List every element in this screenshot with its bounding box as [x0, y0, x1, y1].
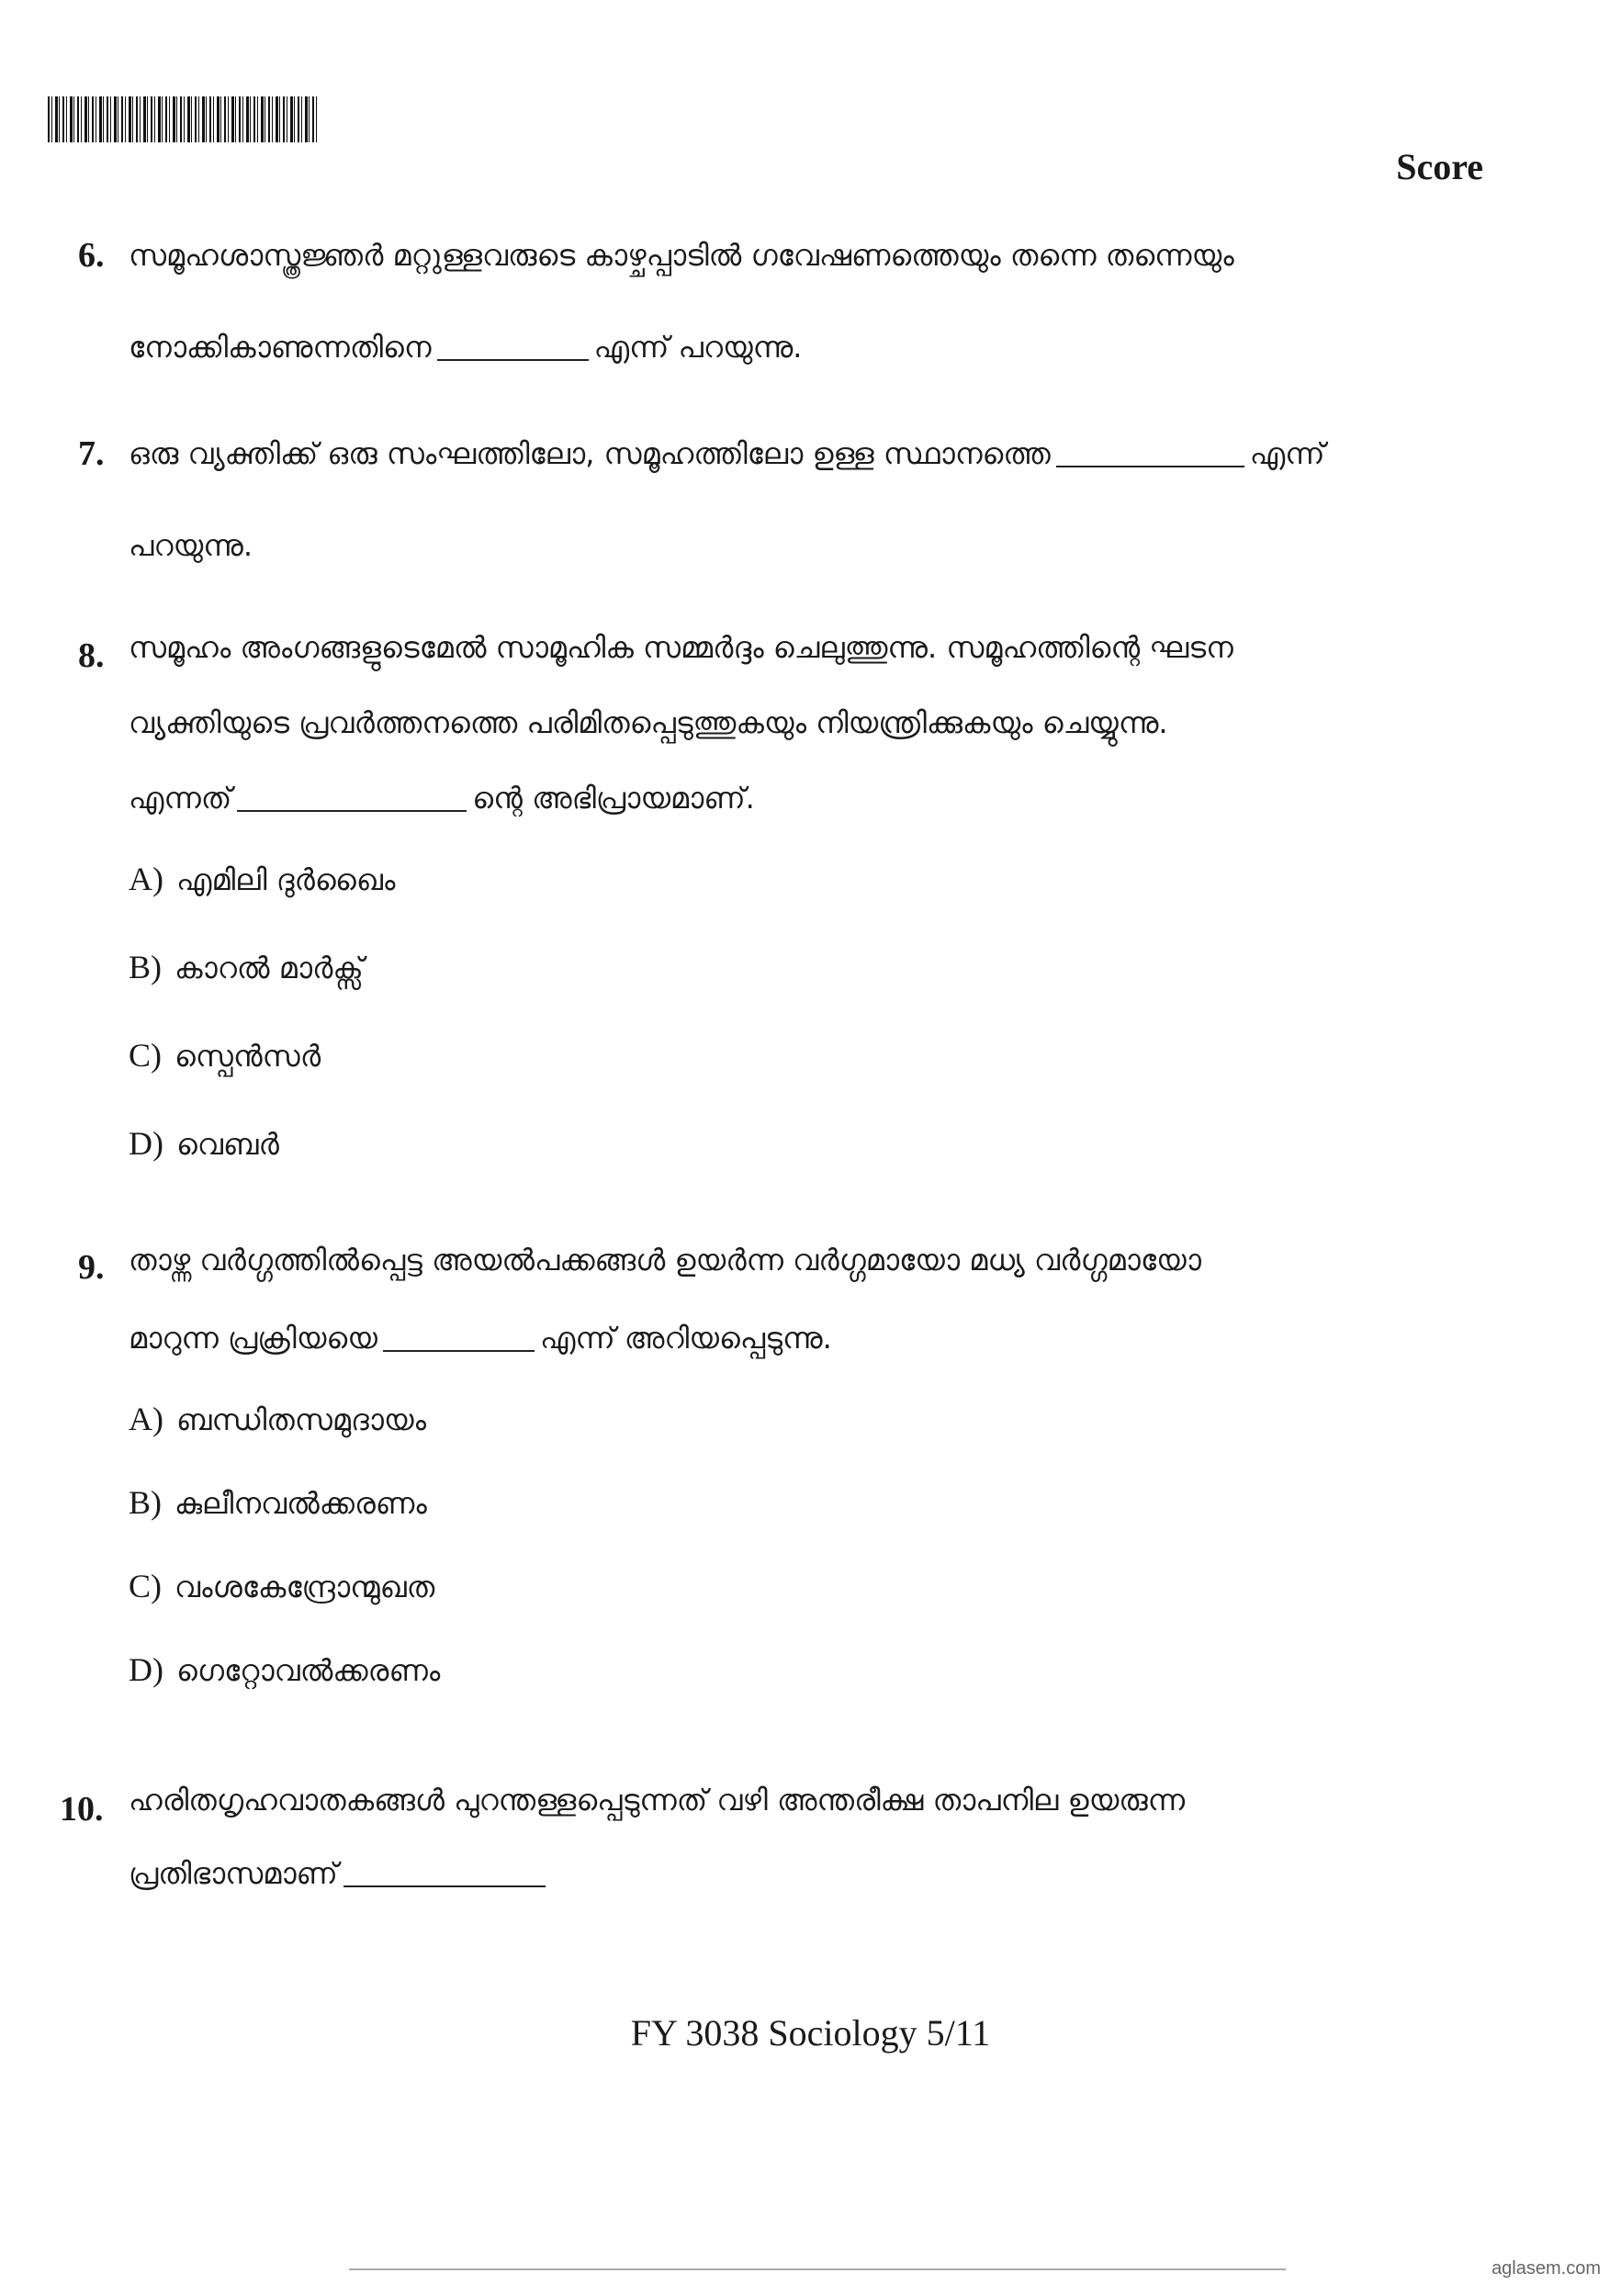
question-9 [78, 1221, 1428, 1712]
question-text-line: നോക്കികാണുന്നതിനെ എന്ന് പറയുന്നു. [129, 330, 803, 365]
option-c: C) വംശകേന്ദ്രോന്മുഖത [129, 1568, 435, 1604]
question-number: 7. [78, 434, 105, 473]
answer-blank [437, 337, 589, 361]
watermark: aglasem.com [1492, 2258, 1601, 2279]
question-7 [78, 408, 1428, 591]
question-number: 10. [60, 1790, 104, 1829]
question-text-line: പറയുന്നു. [129, 528, 253, 563]
question-text-line: എന്നത് ന്റെ അഭിപ്രായമാണ്. [129, 781, 755, 816]
option-d: D) വെബർ [129, 1125, 279, 1162]
question-text-line: സമൂഹശാസ്ത്രജ്ഞർ മറ്റുള്ളവരുടെ കാഴ്ചപ്പാടിൽ ഗവേഷണത്തെയും തന്നെ തന്നെയും [129, 238, 1234, 273]
score-label: Score [1396, 146, 1483, 187]
question-text-line: വ്യക്തിയുടെ പ്രവർത്തനത്തെ പരിമിതപ്പെടുത്തുകയും നിയന്ത്രിക്കുകയും ചെയ്യുന്നു. [129, 705, 1168, 740]
answer-blank [343, 1863, 546, 1887]
question-number: 9. [78, 1248, 105, 1287]
question-text-line: ഹരിതഗൃഹവാതകങ്ങൾ പുറന്തള്ളപ്പെടുന്നത് വഴി അന്തരീക്ഷ താപനില ഉയരുന്ന [129, 1783, 1186, 1818]
option-b: B) കാറൽ മാർക്സ് [129, 949, 364, 985]
option-b: B) കുലീനവൽക്കരണം [129, 1484, 427, 1521]
page-footer: FY 3038 Sociology 5/11 [630, 2012, 991, 2054]
question-text-line: പ്രതിഭാസമാണ് [78, 1837, 1428, 1910]
option-a: A) ബന്ധിതസമുദായം [129, 1401, 427, 1437]
question-10 [60, 1763, 1428, 1910]
question-text-line: ഒരു വ്യക്തിക്ക് ഒരു സംഘത്തിലോ, സമൂഹത്തിലോ ഉള്ള സ്ഥാനത്തെ എന്ന് [129, 436, 1325, 471]
question-text-line: സമൂഹം അംഗങ്ങളുടെമേൽ സാമൂഹിക സമ്മർദ്ദം ചെലുത്തുന്നു. സമൂഹത്തിന്റെ ഘടന [129, 630, 1233, 665]
barcode [48, 96, 319, 142]
bottom-divider [349, 2268, 1286, 2270]
answer-blank [237, 788, 467, 812]
question-text-line: താഴ്ന്ന വർഗ്ഗത്തിൽപ്പെട്ട അയൽപക്കങ്ങൾ ഉയർന്ന വർഗ്ഗമായോ മധ്യ വർഗ്ഗമായോ [129, 1243, 1201, 1277]
answer-blank [1056, 444, 1244, 467]
option-c: C) സ്പെൻസർ [129, 1037, 321, 1074]
question-number: 6. [78, 236, 105, 275]
question-text-line: മാറുന്ന പ്രക്രിയയെ എന്ന് അറിയപ്പെടുന്നു. [129, 1321, 832, 1356]
question-8 [78, 610, 1428, 1188]
option-a: A) എമിലി ദുർഖൈം [129, 861, 396, 897]
option-d: D) ഗെറ്റോവൽക്കരണം [129, 1651, 441, 1688]
question-6 [78, 209, 1428, 393]
question-number: 8. [78, 636, 105, 675]
answer-blank [383, 1328, 535, 1352]
